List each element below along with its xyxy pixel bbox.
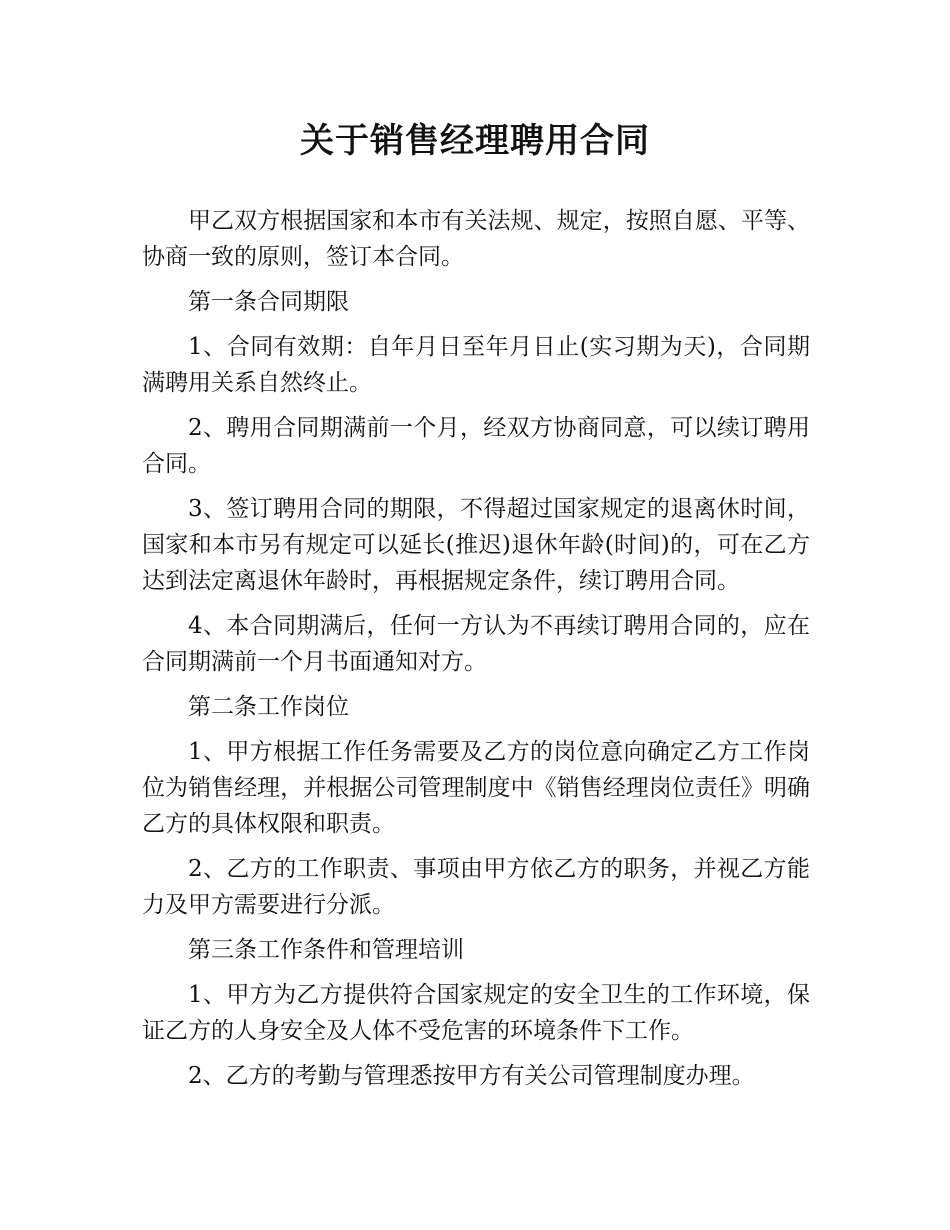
paragraph-1-2: 2、聘用合同期满前一个月，经双方协商同意，可以续订聘用合同。	[142, 415, 810, 477]
document-body	[142, 203, 810, 1103]
paragraph-intro: 甲乙双方根据国家和本市有关法规、规定，按照自愿、平等、协商一致的原则，签订本合同。	[142, 208, 810, 270]
paragraph-3-2: 2、乙方的考勤与管理悉按甲方有关公司管理制度办理。	[188, 1063, 755, 1089]
paragraph-1-4: 4、本合同期满后，任何一方认为不再续订聘用合同的，应在合同期满前一个月书面通知对方。	[142, 613, 810, 675]
paragraph-1-1: 1、合同有效期：自年月日至年月日止(实习期为天)，合同期满聘用关系自然终止。	[142, 334, 810, 396]
document-title: 关于销售经理聘用合同	[300, 121, 650, 161]
paragraph-3-1: 1、甲方为乙方提供符合国家规定的安全卫生的工作环境，保证乙方的人身安全及人体不受危害的环境条件下工作。	[142, 982, 810, 1044]
section-heading-2: 第二条工作岗位	[188, 694, 349, 720]
paragraph-1-3: 3、签订聘用合同的期限，不得超过国家规定的退离休时间，国家和本市另有规定可以延长(推迟)退休年龄(时间)的，可在乙方达到法定离退休年龄时，再根据规定条件，续订聘用合同。	[142, 496, 810, 594]
paragraph-2-2: 2、乙方的工作职责、事项由甲方依乙方的职务，并视乙方能力及甲方需要进行分派。	[142, 856, 810, 918]
section-heading-1: 第一条合同期限	[188, 289, 349, 315]
section-heading-3: 第三条工作条件和管理培训	[188, 937, 464, 963]
paragraph-2-1: 1、甲方根据工作任务需要及乙方的岗位意向确定乙方工作岗位为销售经理，并根据公司管理制度中《销售经理岗位责任》明确乙方的具体权限和职责。	[142, 739, 810, 837]
